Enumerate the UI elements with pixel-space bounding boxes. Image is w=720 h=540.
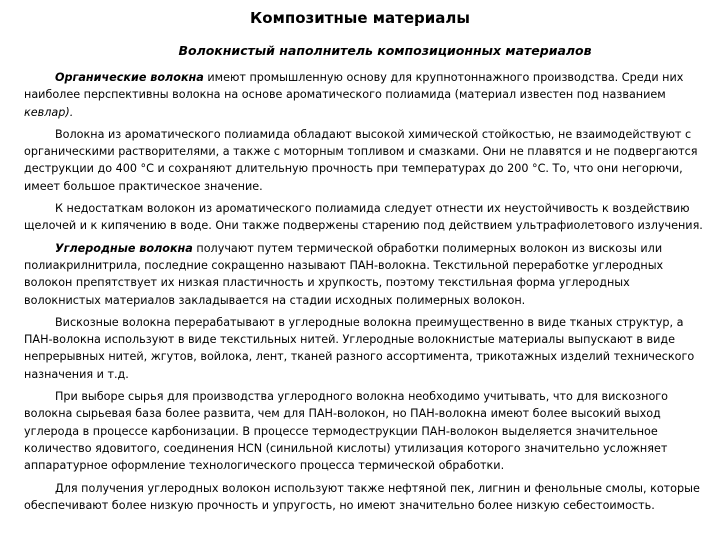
page-title: Композитные материалы — [250, 9, 470, 27]
term-carbon-fibers: Углеродные волокна — [55, 241, 193, 255]
term-organic-fibers: Органические волокна — [55, 71, 204, 84]
paragraph-aramid-drawbacks — [24, 200, 706, 235]
paragraph-aramid-properties — [24, 126, 706, 195]
paragraph-organic-fibers — [24, 69, 706, 121]
paragraph-text: Вискозные волокна перерабатывают в углеродные волокна преимущественно в виде тканых структур, а ПАН-волокна используют в виде текстильных нитей. Углеродные волокнистые материалы выпускают в виде непрерывных нитей, жгутов, войлока, лент, тканей разного ассортимента, трикотажных изделий технического назначения и т.д. — [24, 315, 695, 381]
document-body — [24, 69, 706, 519]
paragraph-other-sources — [24, 480, 706, 515]
paragraph-raw-material-choice — [24, 388, 706, 474]
paragraph-text: К недостаткам волокон из ароматического полиамида следует отнести их неустойчивость к воздействию щелочей и к кипячению в воде. Они также подвержены старению под действием ультрафиолетового излучения. — [24, 202, 703, 233]
paragraph-viscose-processing — [24, 314, 706, 383]
paragraph-carbon-fibers — [24, 240, 706, 309]
paragraph-text: получают путем термической обработки полимерных волокон из вискозы или полиакрилнитрила, последние сокращенно называют ПАН-волокна. Текстильной переработке углеродных волокон препятствует их низкая пластичность и хрупкость, поэтому текстильная форма углеродных волокнистых материалов закладывается на стадии исходных полимерных волокон. — [24, 241, 664, 307]
paragraph-text: Волокна из ароматического полиамида обладают высокой химической стойкостью, не взаимодействуют с органическими растворителями, а также с моторным топливом и смазками. Они не плавятся и не подвергаются деструкции до 400 °С и сохраняют длительную прочность при температурах до 200 °С. То, что они негорючи, имеет большое практическое значение. — [24, 127, 698, 193]
paragraph-text: При выборе сырья для производства углеродного волокна необходимо учитывать, что для вискозного волокна сырьевая база более развита, чем для ПАН-волокон, но ПАН-волокна имеют более высокий выход углерода в процессе карбонизации. В процессе термодеструкции ПАН-волокон выделяется значительное количество ядовитого, соединения HCN (синильной кислоты) утилизация которого значительно усложняет аппаратурное оформление технологического процесса термической обработки. — [24, 390, 669, 473]
paragraph-text: имеют промышленную основу для крупнотоннажного производства. Среди них наиболее перспективны волокна на основе ароматического полиамида (материал известен под названием — [24, 71, 684, 102]
section-subtitle: Волокнистый наполнитель композиционных материалов — [178, 43, 592, 58]
kevlar-note: кевлар). — [24, 105, 74, 119]
paragraph-text: Для получения углеродных волокон используют также нефтяной пек, лигнин и фенольные смолы, которые обеспечивают более низкую прочность и упругость, но имеют значительно более низкую себестоимость. — [24, 481, 700, 512]
